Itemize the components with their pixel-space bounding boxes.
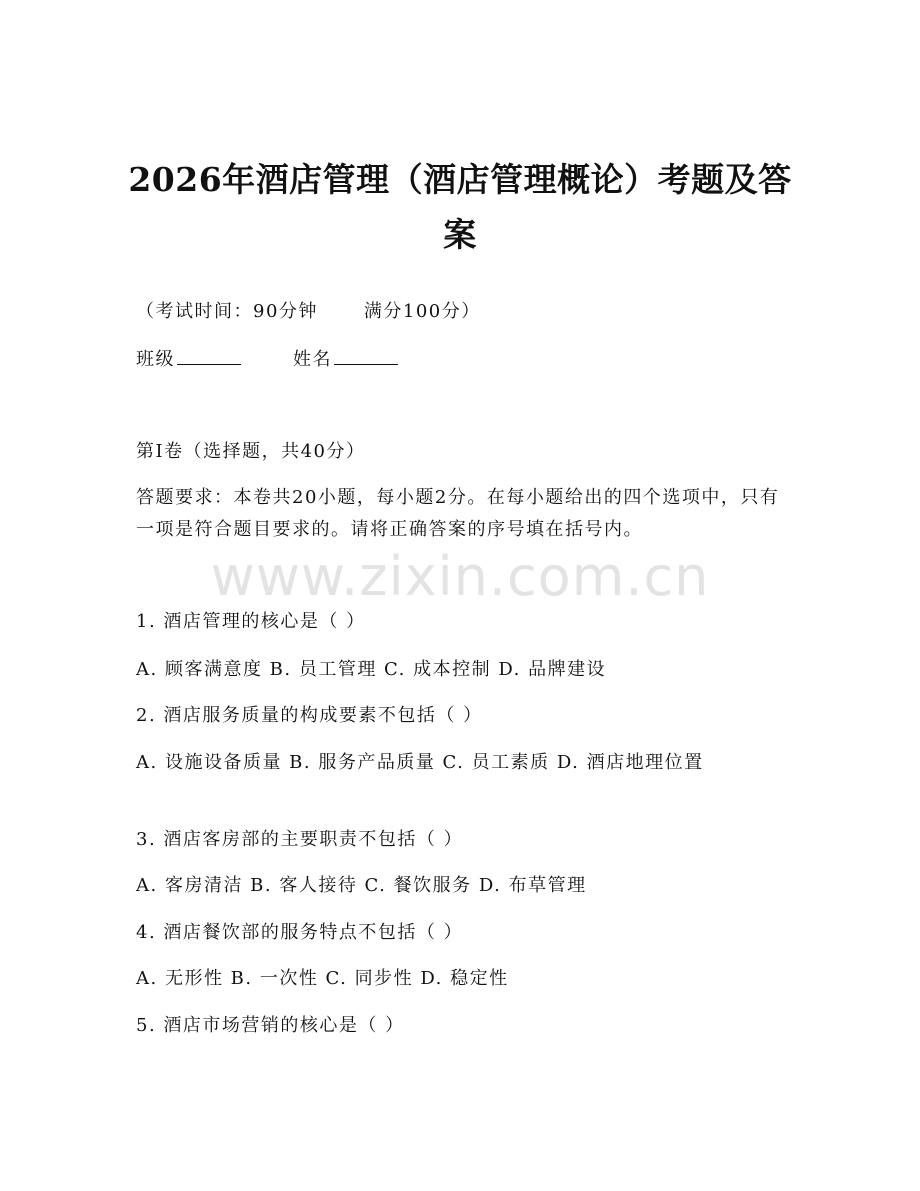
- question-stem: 2. 酒店服务质量的构成要素不包括（ ）: [136, 705, 483, 726]
- instructions: 答题要求：本卷共20小题，每小题2分。在每小题给出的四个选项中，只有一项是符合题目要求的。请将正确答案的序号填在括号内。: [136, 487, 780, 540]
- question-stem: 1. 酒店管理的核心是（ ）: [136, 611, 366, 632]
- exam-time: （考试时间：90分钟: [136, 301, 318, 322]
- question-options: A. 设施设备质量 B. 服务产品质量 C. 员工素质 D. 酒店地理位置: [136, 752, 704, 773]
- question-options: A. 无形性 B. 一次性 C. 同步性 D. 稳定性: [136, 968, 509, 989]
- class-blank[interactable]: [177, 346, 241, 365]
- name-label: 姓名: [293, 349, 332, 370]
- document-title: 2026年酒店管理（酒店管理概论）考题及答案: [128, 160, 792, 254]
- student-info: [136, 346, 398, 374]
- question-stem: 4. 酒店餐饮部的服务特点不包括（ ）: [136, 922, 464, 943]
- section-title: 第I卷（选择题，共40分）: [136, 441, 366, 462]
- name-blank[interactable]: [334, 346, 398, 365]
- class-label: 班级: [136, 349, 175, 370]
- question-stem: 3. 酒店客房部的主要职责不包括（ ）: [136, 829, 464, 850]
- exam-score: 满分100分）: [363, 301, 481, 322]
- question-stem: 5. 酒店市场营销的核心是（ ）: [136, 1015, 405, 1036]
- question-options: A. 客房清洁 B. 客人接待 C. 餐饮服务 D. 布草管理: [136, 875, 587, 896]
- exam-info: [136, 298, 481, 326]
- watermark: www.zixin.com.cn: [210, 545, 710, 608]
- question-options: A. 顾客满意度 B. 员工管理 C. 成本控制 D. 品牌建设: [136, 659, 607, 680]
